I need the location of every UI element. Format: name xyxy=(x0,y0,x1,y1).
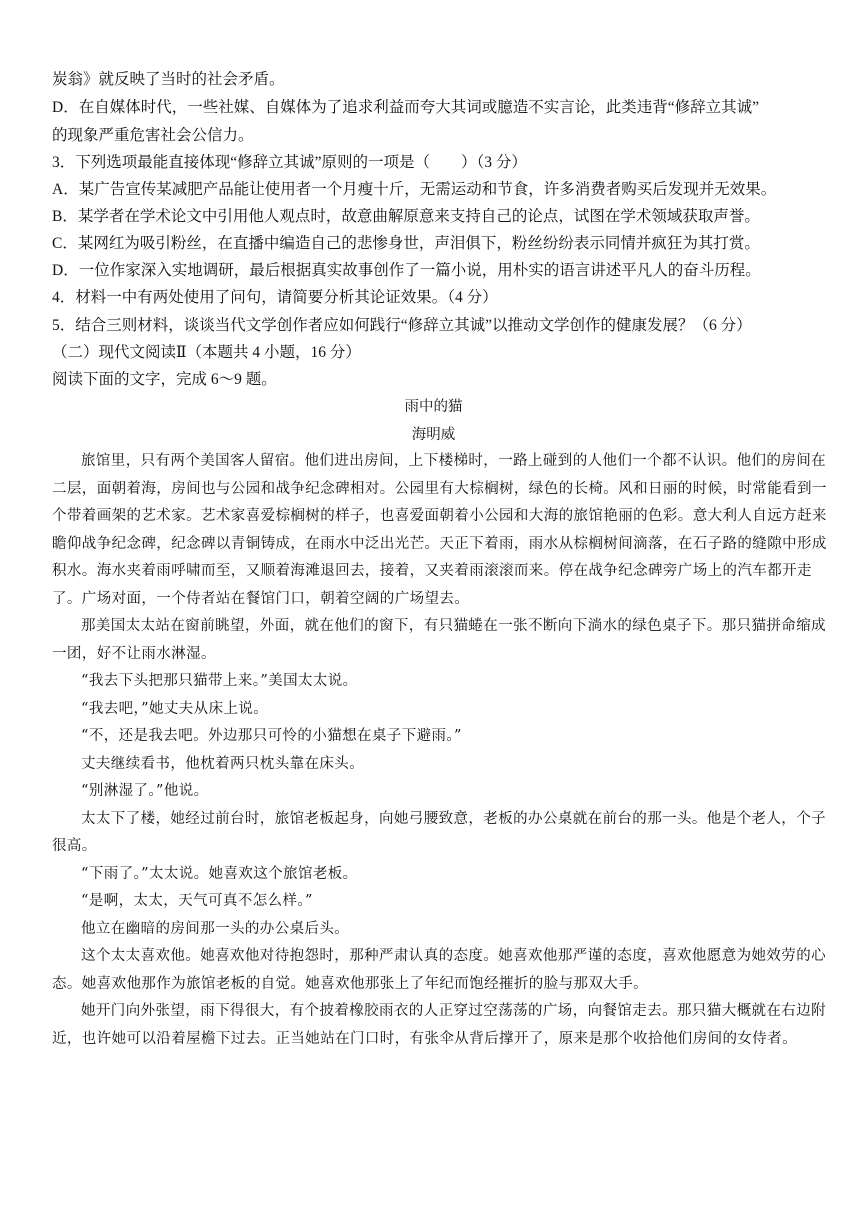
story-paragraph: “我去吧，”她丈夫从床上说。 xyxy=(81,700,269,717)
story-paragraph: “下雨了。”太太说。她喜欢这个旅馆老板。 xyxy=(81,865,358,882)
story-paragraph: 丈夫继续看书，他枕着两只枕头靠在床头。 xyxy=(81,755,365,772)
question-4: 4．材料一中有两处使用了问句，请简要分析其论证效果。（4 分） xyxy=(52,289,498,306)
question-3-option-d: D．一位作家深入实地调研，最后根据真实故事创作了一篇小说，用朴实的语言讲述平凡人的奋斗历程。 xyxy=(52,262,761,279)
story-paragraph: 那美国太太站在窗前眺望，外面，就在他们的窗下，有只猫蜷在一张不断向下淌水的绿色桌子下。那只猫拼命缩成一团，好不让雨水淋湿。 xyxy=(52,618,826,662)
section-heading: （二）现代文阅读Ⅱ（本题共 4 小题，16 分） xyxy=(52,344,361,361)
question-5: 5．结合三则材料，谈谈当代文学创作者应如何践行“修辞立其诚”以推动文学创作的健康发展？（6 分） xyxy=(52,317,752,334)
option-d-text-continued: 的现象严重危害社会公信力。 xyxy=(52,127,254,144)
question-text-line: 炭翁》就反映了当时的社会矛盾。 xyxy=(52,71,285,88)
question-3-option-b: B．某学者在学术论文中引用他人观点时，故意曲解原意来支持自己的论点，试图在学术领域获取声誉。 xyxy=(52,208,760,225)
story-paragraph: 她开门向外张望，雨下得很大，有个披着橡胶雨衣的人正穿过空荡荡的广场，向餐馆走去。那只猫大概就在右边附近，也许她可以沿着屋檐下过去。正当她站在门口时，有张伞从背后撑开了，原来是那个收拾他们房间的女侍者。 xyxy=(52,1003,826,1047)
story-paragraph: “是啊，太太，天气可真不怎么样。” xyxy=(81,893,313,909)
story-paragraph: 这个太太喜欢他。她喜欢他对待抱怨时，那种严肃认真的态度。她喜欢他那严谨的态度，喜欢他愿意为她效劳的心态。她喜欢他那作为旅馆老板的自觉。她喜欢他那张上了年纪而饱经摧折的脸与那双大手。 xyxy=(52,948,826,992)
story-paragraph: 他立在幽暗的房间那一头的办公桌后头。 xyxy=(81,920,350,937)
story-paragraph: 太太下了楼，她经过前台时，旅馆老板起身，向她弓腰致意，老板的办公桌就在前台的那一头。他是个老人，个子很高。 xyxy=(52,810,826,854)
story-paragraph: “不，还是我去吧。外边那只可怜的小猫想在桌子下避雨。” xyxy=(81,728,462,744)
question-3-option-c: C．某网红为吸引粉丝，在直播中编造自己的悲惨身世，声泪俱下，粉丝纷纷表示同情并疯狂为其打赏。 xyxy=(52,235,760,252)
story-paragraph: “我去下头把那只猫带上来。”美国太太说。 xyxy=(81,673,358,689)
story-paragraph: 旅馆里，只有两个美国客人留宿。他们进出房间，上下楼梯时，一路上碰到的人他们一个都不认识。他们的房间在二层，面朝着海，房间也与公园和战争纪念碑相对。公园里有大棕榈树，绿色的长椅。风和日丽的时候，时常能看到一个带着画架的艺术家。艺术家喜爱棕榈树的样子，也喜爱面朝着小公园和大海的旅馆艳丽的色彩。意大利人自远方赶来瞻仰战争纪念碑，纪念碑以青铜铸成，在雨水中泛出光芒。天正下着雨，雨水从棕榈树间滴落，在石子路的缝隙中形成积水。海水夹着雨呼啸而至，又顺着海滩退回去，接着，又夹着雨滚滚而来。停在战争纪念碑旁广场上的汽车都开走了。广场对面，一个侍者站在餐馆门口，朝着空阔的广场望去。 xyxy=(52,453,827,607)
story-body xyxy=(52,448,832,1053)
story-author: 海明威 xyxy=(411,427,456,443)
story-paragraph: “别淋湿了。”他说。 xyxy=(81,783,209,799)
question-3-option-a: A．某广告宣传某减肥产品能让使用者一个月瘦十斤，无需运动和节食，许多消费者购买后发现并无效果。 xyxy=(52,181,777,198)
option-d-text: D．在自媒体时代，一些社媒、自媒体为了追求利益而夸大其词或臆造不实言论，此类违背“修辞立其诚” xyxy=(52,99,759,116)
reading-instruction: 阅读下面的文字，完成 6～9 题。 xyxy=(52,371,277,388)
question-3: 3．下列选项最能直接体现“修辞立其诚”原则的一项是（ ）（3 分） xyxy=(52,154,527,171)
story-title: 雨中的猫 xyxy=(404,399,463,415)
